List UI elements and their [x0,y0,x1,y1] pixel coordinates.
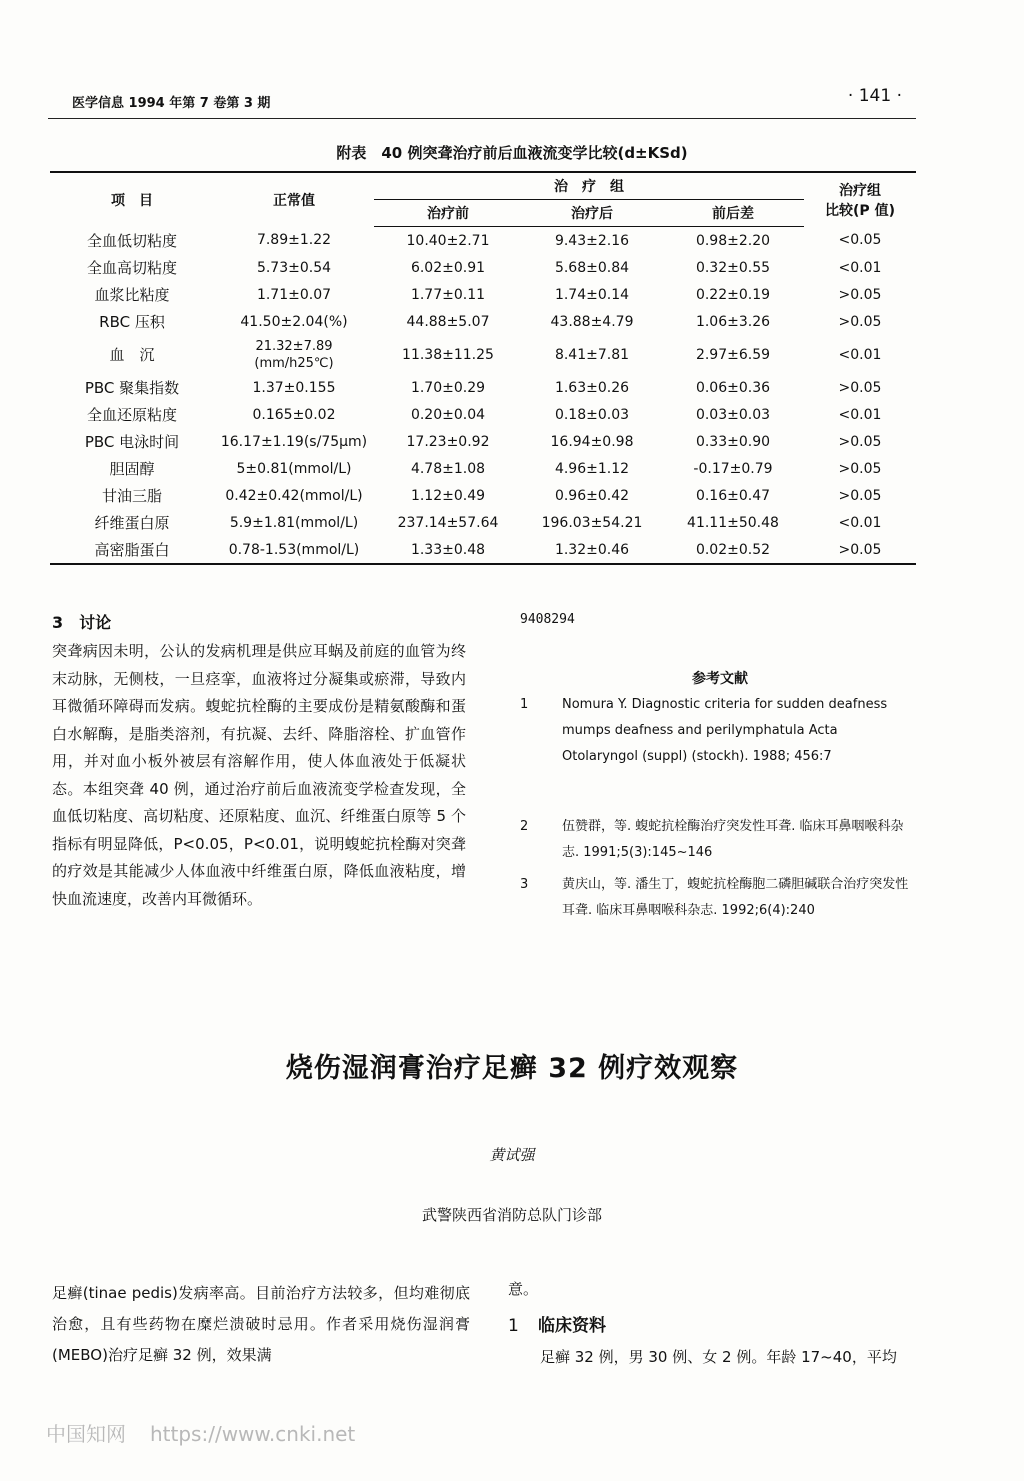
article-title: 烧伤湿润膏治疗足癣 32 例疗效观察 [285,1053,739,1084]
table-row [50,536,916,564]
footer-watermark [46,1418,355,1447]
col-header-before: 治疗前 [374,200,522,227]
cell-item: 全血低切粘度 [86,231,177,250]
cell-diff: 41.11±50.48 [687,514,779,531]
cell-before: 4.78±1.08 [410,460,486,477]
cell-diff: 0.32±0.55 [695,259,771,276]
cell-after: 1.32±0.46 [522,536,662,564]
cell-diff: 0.02±0.52 [662,536,804,564]
cell-before: 1.77±0.11 [410,286,486,303]
cell-p-value: <0.01 [838,406,882,423]
col-header-p-line1: 治疗组 [839,182,881,199]
table-row [50,509,916,536]
cell-normal-value: 1.71±0.07 [256,286,332,303]
reference-number: 3 [520,877,529,892]
cell-p-value: >0.05 [838,379,882,396]
cell-diff: 0.16±0.47 [695,487,771,504]
cell-after: 16.94±0.98 [550,433,634,450]
cell-p-value: >0.05 [838,286,882,303]
journal-header: 医学信息 1994 年第 7 卷第 3 期 [72,96,271,111]
col-header-diff: 前后差 [662,200,804,227]
article-intro-end: 意。 [508,1280,539,1298]
footer-brand: 中国知网 [46,1422,126,1446]
cell-p-value: <0.01 [838,346,882,363]
cell-item: PBC 聚集指数 [84,379,180,397]
cell-before: 44.88±5.07 [406,313,490,330]
table-row [50,227,916,255]
cell-before: 1.70±0.29 [410,379,486,396]
section-number: 1 [508,1316,519,1336]
cell-item: 全血还原粘度 [86,406,177,424]
cell-after: 8.41±7.81 [554,346,630,363]
col-header-normal: 正常值 [214,172,374,227]
col-header-p-line2: 比较(P 值) [825,202,895,219]
reference-number: 1 [520,697,529,712]
header-rule [48,118,916,119]
cell-normal-value: 0.165±0.02 [252,406,336,423]
cell-item: 血浆比粘度 [94,286,170,304]
cell-item: 甘油三脂 [101,487,162,505]
cell-after: 0.18±0.03 [554,406,630,423]
cell-after: 196.03±54.21 [541,514,643,531]
cell-diff: 0.33±0.90 [695,433,771,450]
cell-item: 血 沉 [109,346,155,364]
cell-diff: 0.03±0.03 [695,406,771,423]
cell-before: 0.20±0.04 [410,406,486,423]
reference-2 [520,814,910,866]
article-intro: 足癣(tinae pedis)发病率高。目前治疗方法较多，但均难彻底治愈，且有些药物在糜烂溃破时忌用。作者采用烧伤湿润膏(MEBO)治疗足癣 32 例，效果满 [52,1284,470,1364]
document-code: 9408294 [520,612,575,627]
cell-p-value: >0.05 [838,460,882,477]
reference-text: Nomura Y. Diagnostic criteria for sudden deafness mumps deafness and perilymphatula Acta Otolaryngol (suppl) (stockh). 1988; 456:7 [562,697,888,764]
col-header-group: 治 疗 组 [374,172,804,200]
cell-p-value: <0.05 [838,232,882,249]
article-author: 黄试强 [489,1146,535,1164]
table-caption: 附表 40 例突聋治疗前后血液流变学比较(d±KSd) [336,144,688,162]
cell-diff: -0.17±0.79 [693,460,773,477]
table-row [50,482,916,509]
cell-item: PBC 电泳时间 [84,433,180,451]
cell-before: 237.14±57.64 [397,514,499,531]
table-row [50,374,916,401]
col-header-after: 治疗后 [522,200,662,227]
cell-before: 6.02±0.91 [410,259,486,276]
cell-normal-value: 16.17±1.19(s/75μm) [220,433,368,450]
cell-item: 全血高切粘度 [86,259,177,277]
cell-p-value: >0.05 [838,433,882,450]
cell-item: 高密脂蛋白 [50,536,214,564]
cell-diff: 0.06±0.36 [695,379,771,396]
cell-after: 5.68±0.84 [554,259,630,276]
cell-diff: 1.06±3.26 [695,313,771,330]
article-affiliation: 武警陕西省消防总队门诊部 [421,1206,602,1224]
cell-normal-value: 5.9±1.81(mmol/L) [229,514,359,531]
table-row [50,335,916,374]
cell-before: 1.12±0.49 [410,487,486,504]
cell-item: 纤维蛋白原 [94,514,170,532]
cell-after: 43.88±4.79 [550,313,634,330]
reference-3 [520,872,910,924]
cell-normal-value: 41.50±2.04(%) [240,313,348,330]
normal-value-line2: (mm/h25℃) [254,355,334,371]
cell-normal-value: 0.42±0.42(mmol/L) [225,487,363,504]
table-row [50,428,916,455]
col-header-item: 项 目 [50,172,214,227]
cell-item: RBC 压积 [99,313,165,331]
page-number: · 141 · [847,86,902,106]
cell-p-value: <0.01 [838,514,882,531]
cell-after: 1.74±0.14 [554,286,630,303]
table-row [50,281,916,308]
cell-item: 胆固醇 [109,460,155,478]
section-body: 足癣 32 例，男 30 例、女 2 例。年龄 17~40，平均 [540,1348,897,1366]
cell-normal-value: 7.89±1.22 [256,232,332,249]
hemorheology-table [50,171,916,565]
table-row [50,455,916,482]
section-heading [508,1311,606,1336]
cell-before: 10.40±2.71 [406,232,490,249]
cell-p-value: >0.05 [804,536,916,564]
cell-p-value: <0.01 [838,259,882,276]
reference-1 [520,692,910,770]
cell-diff: 2.97±6.59 [695,346,771,363]
cell-normal-value: 0.78-1.53(mmol/L) [214,536,374,564]
cell-after: 9.43±2.16 [554,232,630,249]
table-row [50,254,916,281]
cell-before: 11.38±11.25 [402,346,494,363]
references-title: 参考文献 [692,671,748,687]
cell-p-value: >0.05 [838,313,882,330]
cell-diff: 0.22±0.19 [695,286,771,303]
cell-after: 0.96±0.42 [554,487,630,504]
cell-p-value: >0.05 [838,487,882,504]
reference-text: 伍赞群，等. 蝮蛇抗栓酶治疗突发性耳聋. 临床耳鼻咽喉科杂志. 1991;5(3):145~146 [562,819,904,860]
table-row [50,401,916,428]
cell-normal-value: 5.73±0.54 [256,259,332,276]
discussion-body: 突聋病因未明，公认的发病机理是供应耳蜗及前庭的血管为终末动脉，无侧枝，一旦痉挛，血液将过分凝集或瘀滞，导致内耳微循环障碍而发病。蝮蛇抗栓酶的主要成份是精氨酸酶和蛋白水解酶，是脂类溶剂，有抗凝、去纤、降脂溶栓、扩血管作用，并对血小板外被层有溶解作用，使人体血液处于低凝状态。本组突聋 40 例，通过治疗前后血液流变学检查发现，全血低切粘度、高切粘度、还原粘度、血沉、纤维蛋白原等 5 个指标有明显降低，P<0.05，P<0.01，说明蝮蛇抗栓酶对突聋的疗效是其能减少人体血液中纤维蛋白原，降低血液粘度，增快血流速度，改善内耳微循环。 [52,642,466,908]
cell-before: 17.23±0.92 [406,433,490,450]
footer-url[interactable]: https://www.cnki.net [150,1422,356,1446]
cell-normal-value: 1.37±0.155 [252,379,336,396]
col-header-p [804,172,916,227]
cell-after: 1.63±0.26 [554,379,630,396]
cell-before: 1.33±0.48 [374,536,522,564]
section-title: 临床资料 [538,1316,606,1336]
cell-normal-value: 5±0.81(mmol/L) [236,460,352,477]
reference-text: 黄庆山，等. 潘生丁，蝮蛇抗栓酶胞二磷胆碱联合治疗突发性耳聋. 临床耳鼻咽喉科杂志. 1992;6(4):240 [562,877,909,918]
table-row [50,308,916,335]
cell-diff: 0.98±2.20 [695,232,771,249]
cell-normal-value [214,335,374,374]
reference-number: 2 [520,819,529,834]
cell-after: 4.96±1.12 [554,460,630,477]
normal-value-line1: 21.32±7.89 [255,338,333,354]
discussion-title: 3 讨论 [52,613,112,632]
